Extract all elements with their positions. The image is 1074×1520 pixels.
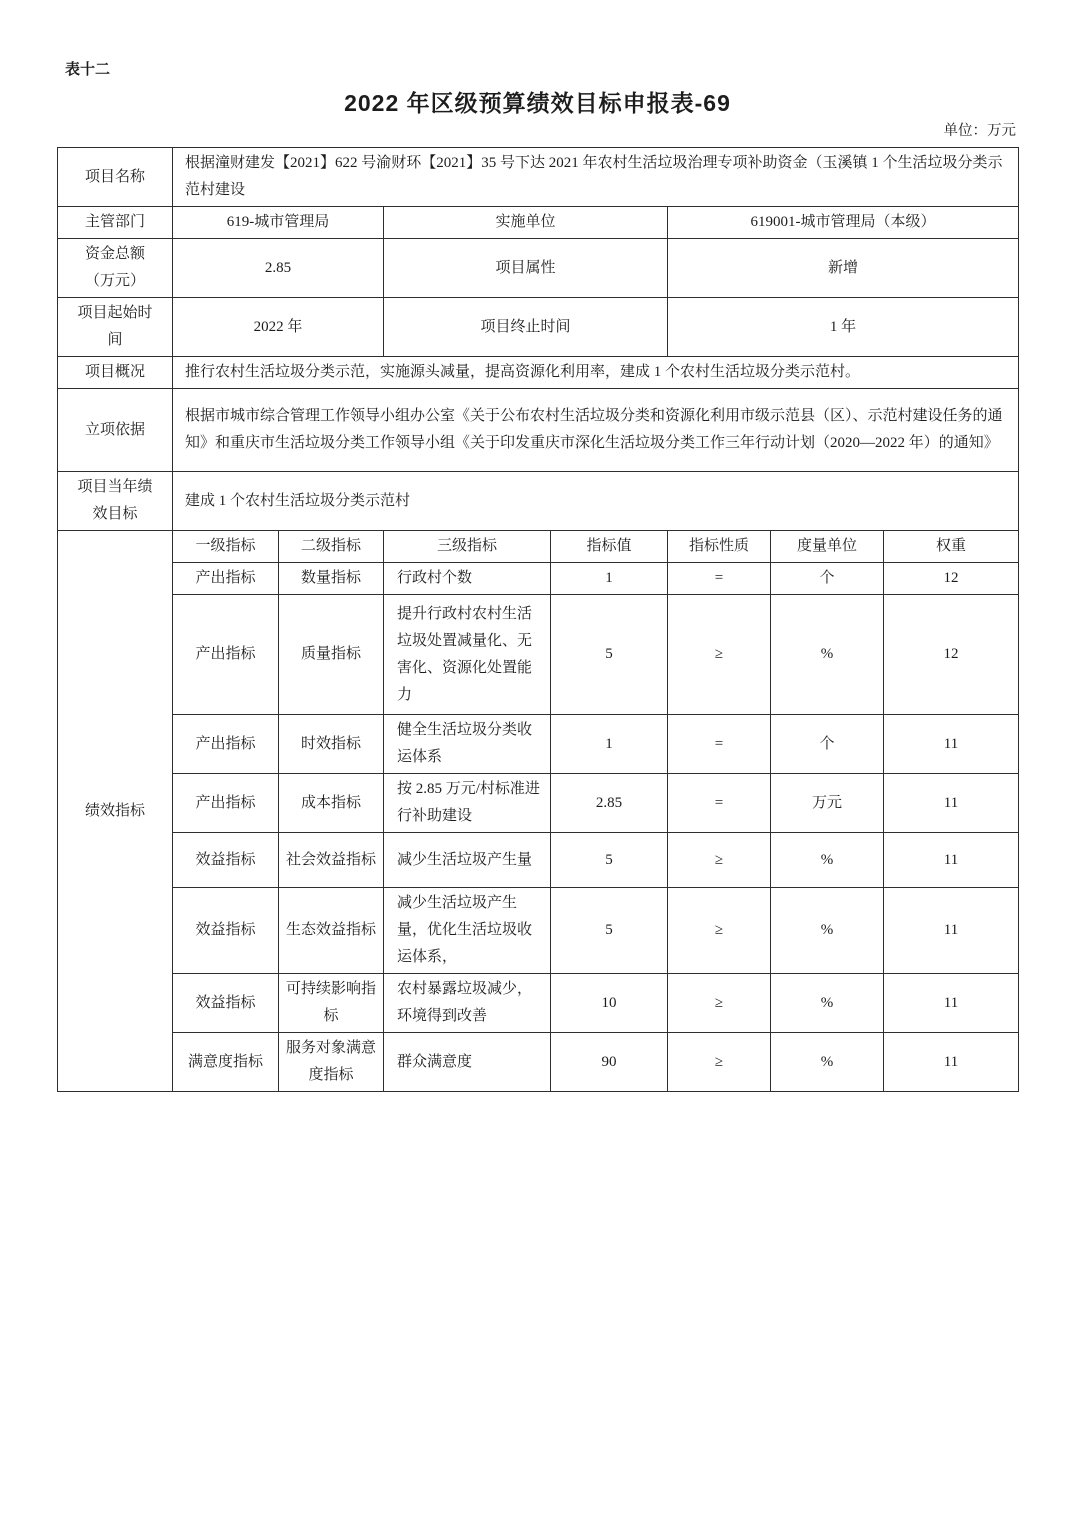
indicator-value: 1 — [551, 563, 668, 595]
project-name-label: 项目名称 — [58, 148, 173, 207]
indicator-level3: 群众满意度 — [384, 1033, 551, 1092]
indicator-level2: 可持续影响指标 — [279, 974, 384, 1033]
doc-label: 表十二 — [65, 61, 111, 78]
impl-value: 619001-城市管理局（本级） — [668, 207, 1019, 239]
indicator-weight: 11 — [884, 774, 1019, 833]
row-period — [58, 298, 1019, 357]
indicator-level2: 生态效益指标 — [279, 888, 384, 974]
annual-goal-label: 项目当年绩效目标 — [58, 472, 173, 531]
indicator-level3: 农村暴露垃圾减少，环境得到改善 — [384, 974, 551, 1033]
indicator-unit: % — [771, 888, 884, 974]
dept-value: 619-城市管理局 — [173, 207, 384, 239]
header-level2: 二级指标 — [279, 531, 384, 563]
indicator-value: 2.85 — [551, 774, 668, 833]
indicator-row — [58, 595, 1019, 715]
indicator-level3: 行政村个数 — [384, 563, 551, 595]
indicator-row — [58, 833, 1019, 888]
indicator-unit: 个 — [771, 715, 884, 774]
indicator-level2: 质量指标 — [279, 595, 384, 715]
header-unit: 度量单位 — [771, 531, 884, 563]
indicator-unit: 个 — [771, 563, 884, 595]
indicator-level2: 服务对象满意度指标 — [279, 1033, 384, 1092]
row-department — [58, 207, 1019, 239]
overview-label: 项目概况 — [58, 357, 173, 389]
page-title: 2022 年区级预算绩效目标申报表-69 — [344, 90, 731, 116]
dept-label: 主管部门 — [58, 207, 173, 239]
indicator-row — [58, 774, 1019, 833]
indicator-nature: ≥ — [668, 888, 771, 974]
indicator-level3: 减少生活垃圾产生量 — [384, 833, 551, 888]
indicator-row — [58, 715, 1019, 774]
attr-value: 新增 — [668, 239, 1019, 298]
indicator-value: 10 — [551, 974, 668, 1033]
indicator-level1: 效益指标 — [173, 888, 279, 974]
indicator-level2: 时效指标 — [279, 715, 384, 774]
indicator-nature: ≥ — [668, 833, 771, 888]
indicator-row — [58, 974, 1019, 1033]
header-level1: 一级指标 — [173, 531, 279, 563]
indicator-weight: 11 — [884, 974, 1019, 1033]
indicator-value: 90 — [551, 1033, 668, 1092]
perf-label: 绩效指标 — [58, 531, 173, 1092]
indicator-unit: % — [771, 1033, 884, 1092]
indicator-weight: 12 — [884, 563, 1019, 595]
indicator-level3: 提升行政村农村生活垃圾处置减量化、无害化、资源化处置能力 — [384, 595, 551, 715]
indicator-row — [58, 1033, 1019, 1092]
impl-label: 实施单位 — [384, 207, 668, 239]
header-weight: 权重 — [884, 531, 1019, 563]
indicator-value: 1 — [551, 715, 668, 774]
indicator-level3: 健全生活垃圾分类收运体系 — [384, 715, 551, 774]
indicator-unit: 万元 — [771, 774, 884, 833]
indicator-level2: 数量指标 — [279, 563, 384, 595]
header-level3: 三级指标 — [384, 531, 551, 563]
indicator-value: 5 — [551, 595, 668, 715]
indicator-level3: 减少生活垃圾产生量，优化生活垃圾收运体系， — [384, 888, 551, 974]
header-value: 指标值 — [551, 531, 668, 563]
basis-label: 立项依据 — [58, 389, 173, 472]
start-value: 2022 年 — [173, 298, 384, 357]
fund-label: 资金总额（万元） — [58, 239, 173, 298]
document-content — [57, 60, 1018, 1092]
indicator-unit: % — [771, 974, 884, 1033]
attr-label: 项目属性 — [384, 239, 668, 298]
end-value: 1 年 — [668, 298, 1019, 357]
row-overview — [58, 357, 1019, 389]
indicator-nature: = — [668, 563, 771, 595]
indicator-level1: 满意度指标 — [173, 1033, 279, 1092]
indicator-nature: ≥ — [668, 595, 771, 715]
indicator-header-row — [58, 531, 1019, 563]
row-fund — [58, 239, 1019, 298]
indicator-unit: % — [771, 595, 884, 715]
indicator-nature: ≥ — [668, 1033, 771, 1092]
indicator-weight: 11 — [884, 833, 1019, 888]
end-label: 项目终止时间 — [384, 298, 668, 357]
basis-value: 根据市城市综合管理工作领导小组办公室《关于公布农村生活垃圾分类和资源化利用市级示范县（区）、示范村建设任务的通知》和重庆市生活垃圾分类工作领导小组《关于印发重庆市深化生活垃圾分类工作三年行动计划（2020—2022 年）的通知》 — [173, 389, 1019, 472]
indicator-level1: 产出指标 — [173, 715, 279, 774]
row-project-name — [58, 148, 1019, 207]
indicator-nature: ≥ — [668, 974, 771, 1033]
indicator-weight: 11 — [884, 888, 1019, 974]
indicator-value: 5 — [551, 888, 668, 974]
fund-value: 2.85 — [173, 239, 384, 298]
indicator-nature: = — [668, 715, 771, 774]
indicator-level1: 产出指标 — [173, 563, 279, 595]
project-name-value: 根据潼财建发【2021】622 号渝财环【2021】35 号下达 2021 年农村生活垃圾治理专项补助资金（玉溪镇 1 个生活垃圾分类示范村建设 — [173, 148, 1019, 207]
indicator-level1: 效益指标 — [173, 833, 279, 888]
row-annual-goal — [58, 472, 1019, 531]
overview-value: 推行农村生活垃圾分类示范，实施源头减量，提高资源化利用率，建成 1 个农村生活垃圾分类示范村。 — [173, 357, 1019, 389]
indicator-weight: 11 — [884, 1033, 1019, 1092]
indicator-row — [58, 563, 1019, 595]
indicator-level2: 成本指标 — [279, 774, 384, 833]
unit-note: 单位：万元 — [943, 123, 1016, 139]
indicator-row — [58, 888, 1019, 974]
annual-goal-value: 建成 1 个农村生活垃圾分类示范村 — [173, 472, 1019, 531]
start-label: 项目起始时间 — [58, 298, 173, 357]
row-basis — [58, 389, 1019, 472]
indicator-weight: 12 — [884, 595, 1019, 715]
indicator-level1: 产出指标 — [173, 774, 279, 833]
budget-performance-table — [57, 147, 1019, 1092]
header-nature: 指标性质 — [668, 531, 771, 563]
indicator-level1: 产出指标 — [173, 595, 279, 715]
indicator-weight: 11 — [884, 715, 1019, 774]
indicator-level1: 效益指标 — [173, 974, 279, 1033]
indicator-value: 5 — [551, 833, 668, 888]
indicator-level3: 按 2.85 万元/村标准进行补助建设 — [384, 774, 551, 833]
indicator-nature: = — [668, 774, 771, 833]
indicator-unit: % — [771, 833, 884, 888]
indicator-level2: 社会效益指标 — [279, 833, 384, 888]
